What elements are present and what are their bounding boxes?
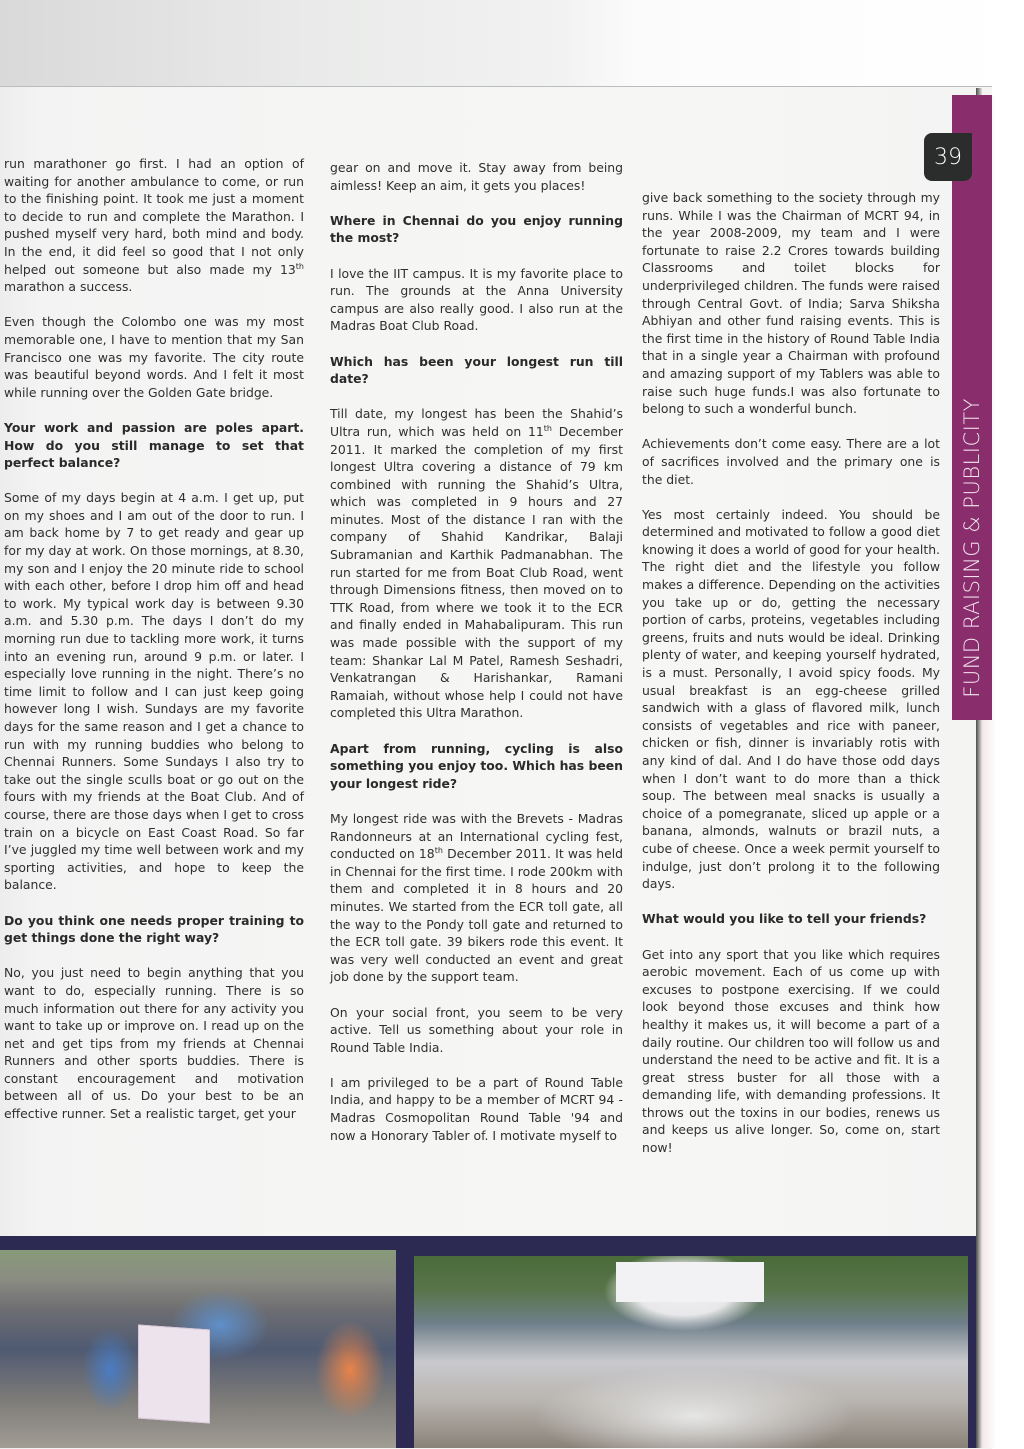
interview-answer: Get into any sport that you like which requires aerobic movement. Each of us come up with excuses to postpone exercising. If we could look beyond those excuses and think how healthy it makes us, it will become a part of a daily routine. Our children too will follow us and understand the need to be active and fit. It is a great stress buster for all those with a demanding life, with demanding professions. It throws out the toxins in our bodies, renews us and keeps us alive longer. So, come on, start now!	[642, 946, 940, 1156]
interview-question: Do you think one needs proper training to get things done the right way?	[4, 912, 304, 946]
interview-answer: Yes most certainly indeed. You should be determined and motivated to follow a good diet knowing it does a world of good for your health. The right diet and the lifestyle you follow makes a difference. Depending on the activities you take up or do, getting the necessary portion of carbs, proteins, vegetables including greens, fruits and nuts would be ideal. Drinking plenty of water, and keeping yourself hydrated, is a must. Personally, I avoid spicy foods. My usual breakfast is an egg-cheese grilled sandwich with a glass of flavored milk, lunch consists of vegetables and rice with paneer, chicken or fish, dinner is invariably rotis with any kind of dal. And I do have those odd days when I don’t want to do more than a thick soup. The between meal snacks is usually a choice of a pomegranate, sliced up apple or a banana, almonds, walnuts or brazil nuts, a cube of cheese. Once a week permit yourself to indulge, just don’t prolong it to the following days.	[642, 506, 940, 892]
flag-icon	[138, 1324, 210, 1423]
interview-answer: gear on and move it. Stay away from being aimless! Keep an aim, it gets you places!	[330, 160, 623, 193]
interview-answer: On your social front, you seem to be very active. Tell us something about your role in Round Table India.	[330, 1004, 623, 1055]
sponsor-banner	[616, 1262, 764, 1302]
interview-answer: Achievements don’t come easy. There are a lot of sacrifices involved and the primary one is the diet.	[642, 436, 940, 487]
interview-answer: Some of my days begin at 4 a.m. I get up, put on my shoes and I am out of the door to run. I am back home by 7 to get ready and gear up for my day at work. On those mornings, at 8.30, my son and I enjoy the 20 minute ride to school with each other, before I drop him off and head to work. My typical work day is between 9.30 a.m. and 5.30 p.m. The days I don’t do my morning run due to tackling more work, it turns into an evening run, around 9 p.m. or later. I especially love running in the night. There’s no time limit to follow and I can just keep going however long I wish. Sundays are my favorite days for the same reason and I get a chance to run with my running buddies who belong to Chennai Runners. Some Sundays I also try to take out the single sculls boat or go out on the fours with my friends at the Boat Club. And of course, there are those days when I get to cross train on a bicycle on East Coast Road. So far I’ve juggled my time well between work and my sporting activities, and hope to keep the balance.	[4, 490, 304, 893]
ordinal-suffix: th	[543, 423, 552, 433]
ordinal-suffix: th	[295, 261, 304, 271]
interview-answer: I love the IIT campus. It is my favorite place to run. The grounds at the Anna University campus are also really good. I also run at the Madras Boat Club Road.	[330, 265, 623, 334]
interview-answer: No, you just need to begin anything that you want to do, especially running. There is so much information out there for any activity you want to take up or improve on. I read up on the net and get tips from my friends at Chennai Runners and other sports buddies. There is constant encouragement and motivation between all of us. Do your best to be an effective runner. Set a realistic target, get your	[4, 965, 304, 1122]
interview-answer: run marathoner go first. I had an option of waiting for another ambulance to come, or run to the finishing point. It took me just a moment to decide to run and complete the Marathon. I pushed myself very hard, both mind and body. In the end, it did feel so good that I not only helped out someone but also made my 13th marathon a success.	[4, 156, 304, 295]
page-number: 39	[924, 133, 972, 181]
ordinal-suffix: th	[434, 846, 443, 856]
article-column-3	[642, 189, 940, 1157]
scanner-background	[0, 0, 1024, 88]
interview-question: Apart from running, cycling is also something you enjoy too. Which has been your longest ride?	[330, 740, 623, 791]
interview-answer: My longest ride was with the Brevets - Madras Randonneurs at an International cycling fest, conducted on 18th December 2011. It was held in Chennai for the first time. I rode 200km with them and completed it in 8 hours and 20 minutes. We started from the ECR toll gate, all the way to the Pondy toll gate and returned to the ECR toll gate. 39 bikers rode this event. It was very well conducted an event and great job done by the support team.	[330, 810, 623, 985]
interview-question: Where in Chennai do you enjoy running the most?	[330, 212, 623, 246]
interview-question: What would you like to tell your friends?	[642, 911, 927, 927]
interview-answer: Till date, my longest has been the Shahid’s Ultra run, which was held on 11th December 2011. It marked the completion of my first longest Ultra covering a distance of 79 km combined with running the Shahid’s Ultra, which was completed in 9 hours and 27 minutes. Most of the distance I ran with the company of Shahid Kandrikar, Balaji Subramanian and Karthik Padmanabhan. The run started for me from Boat Club Road, went through Dimensions fitness, then moved on to TTK Road, from where we took it to the ECR and finally ended in Mahabalipuram. This run was made possible with the support of my team: Shankar Lal M Patel, Ramesh Seshadri, Venkatrangan & Harishankar, Ramani Ramaiah, without whose help I could not have completed this Ultra Marathon.	[330, 406, 623, 721]
article-column-1	[4, 155, 304, 1123]
interview-question: Your work and passion are poles apart. How do you still manage to set that perfect balance?	[4, 419, 304, 471]
interview-answer: Even though the Colombo one was my most memorable one, I have to mention that my San Francisco one was my favorite. The city route was beautiful beyond words. And I felt it most while running over the Golden Gate bridge.	[4, 314, 304, 400]
interview-answer: give back something to the society through my runs. While I was the Chairman of MCRT 94, in the year 2008-2009, my team and I were fortunate to raise 2.2 Crores towards building Classrooms and toilet blocks for underprivileged children. The funds were raised through Central Govt. of India; Sarva Shiksha Abhiyan and other fund raising events. This is the first time in the history of Round Table India that in a single year a Chairman with profound and amazing support of my Tablers was able to raise such huge funds.I was also fortunate to belong to such a wonderful bunch.	[642, 190, 940, 417]
section-tab-label: FUND RAISING & PUBLICITY	[960, 398, 984, 698]
interview-question: Which has been your longest run till date?	[330, 353, 623, 387]
article-column-2	[330, 159, 623, 1144]
interview-answer: I am privileged to be a part of Round Table India, and happy to be a member of MCRT 94 - Madras Cosmopolitan Round Table '94 and now a Honorary Tabler of. I motivate myself to	[330, 1074, 623, 1143]
section-tab-label-wrap	[952, 95, 992, 720]
